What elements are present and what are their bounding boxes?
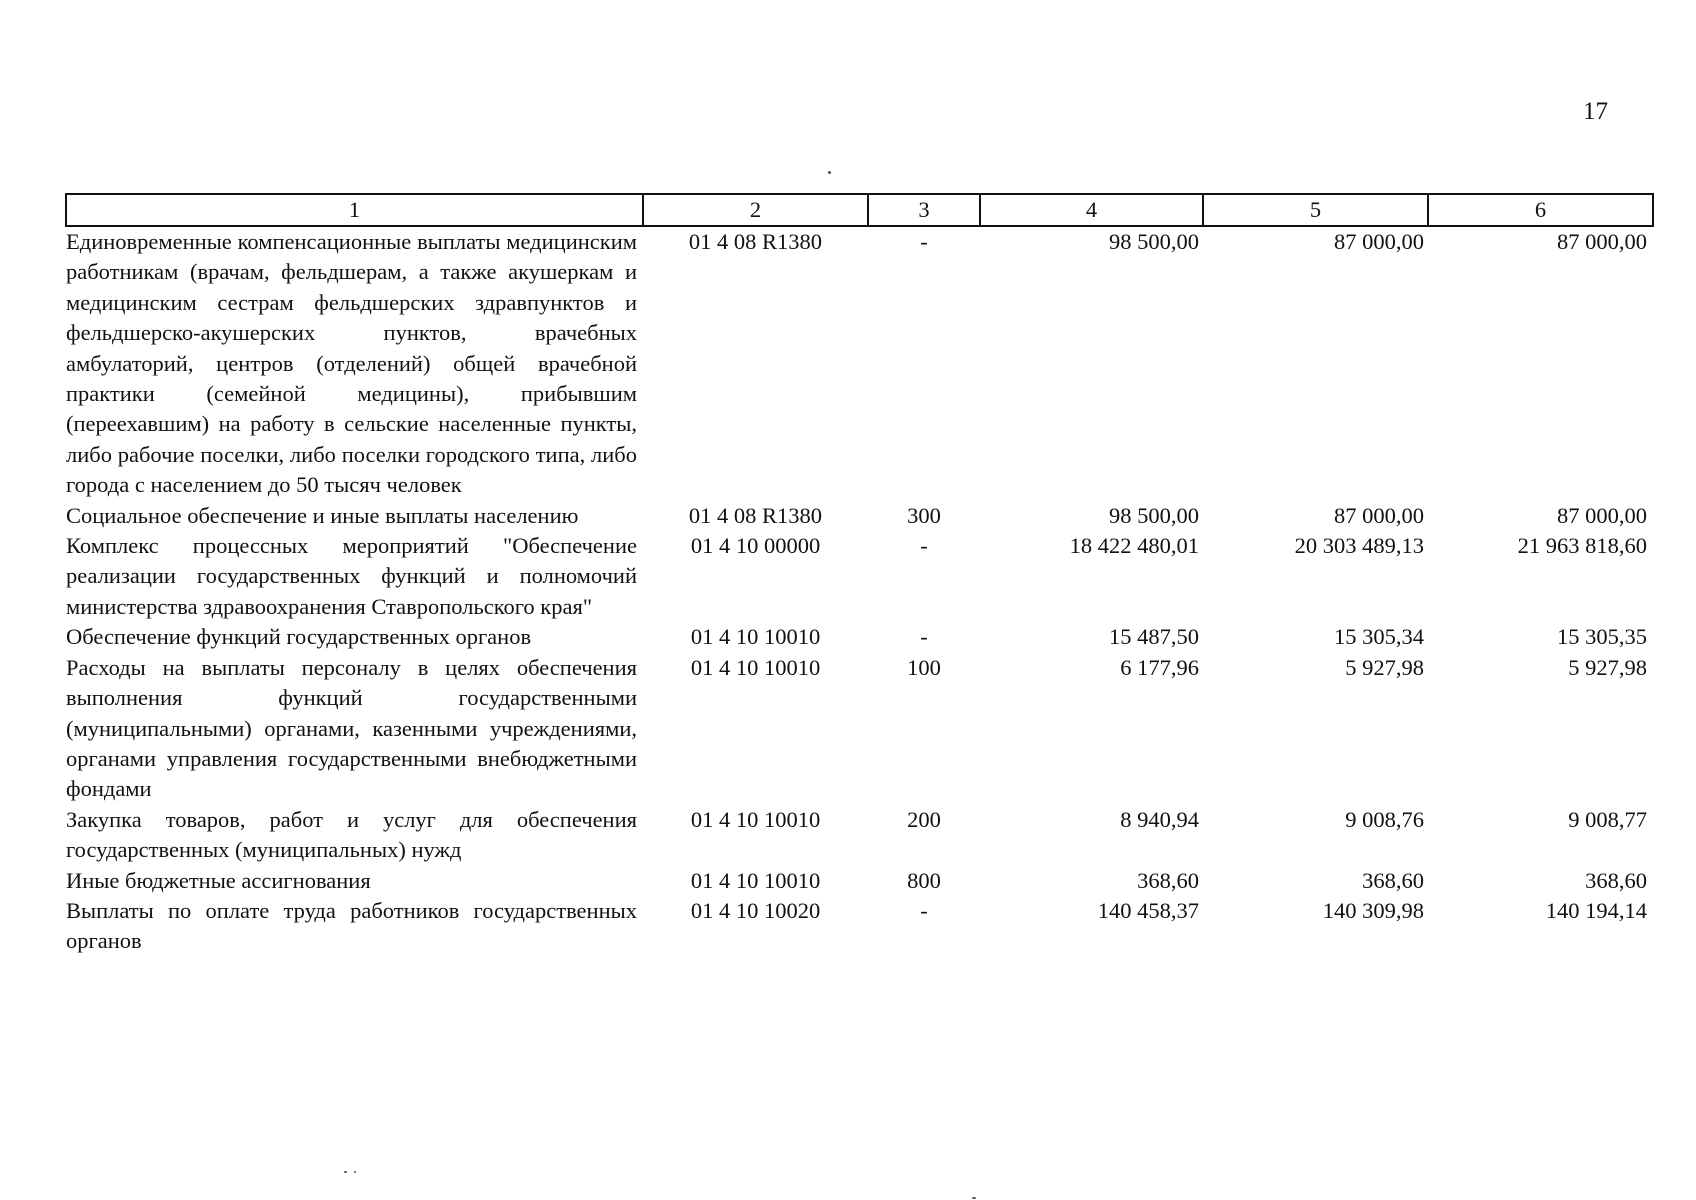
row-name: Социальное обеспечение и иные выплаты населению [66,502,579,528]
row-value-col5: 20 303 489,13 [1294,533,1424,559]
table-row [66,866,1653,896]
table-row [66,531,1653,622]
table-row [66,501,1653,531]
row-value-col5: 140 309,98 [1322,897,1424,923]
scan-speck [344,1171,347,1173]
row-value-col4: 98 500,00 [1109,502,1199,528]
header-col-5: 5 [1203,194,1428,226]
row-code: 01 4 08 R1380 [688,502,823,528]
row-value-col6: 87 000,00 [1557,229,1647,254]
row-value-col4: 98 500,00 [1109,229,1199,254]
row-name: Единовременные компенсационные выплаты медицинским работникам (врачам, фельдшерам, а также акушеркам и медицинским сестрам фельдшерских здравпунктов и фельдшерско-акушерских пунктов, врачебных амбулаторий, центров (отделений) общей врачебной практики (семейной медицины), прибывшим (переехавшим) на работу в сельские населенные пункты, либо рабочие поселки, либо поселки городского типа, либо города с населением до 50 тысяч человек [66,229,637,498]
row-type: 800 [907,867,941,893]
page-number: 17 [1583,98,1608,125]
table-row [66,226,1653,501]
header-col-6: 6 [1428,194,1653,226]
row-code: 01 4 10 10010 [690,867,821,893]
header-col-4: 4 [980,194,1203,226]
row-type: - [920,897,928,923]
row-code: 01 4 10 00000 [690,533,821,559]
row-value-col6: 87 000,00 [1557,502,1647,528]
row-value-col6: 140 194,14 [1545,897,1647,923]
row-value-col4: 6 177,96 [1120,654,1199,680]
row-type: - [920,624,928,650]
row-value-col5: 5 927,98 [1345,654,1424,680]
row-type: - [920,533,928,559]
row-value-col6: 368,60 [1585,867,1647,893]
row-code: 01 4 10 10010 [690,654,821,680]
row-value-col4: 140 458,37 [1097,897,1199,923]
row-name: Закупка товаров, работ и услуг для обеспечения государственных (муниципальных) нужд [66,806,637,863]
row-value-col4: 18 422 480,01 [1069,533,1199,559]
row-value-col6: 15 305,35 [1557,624,1647,650]
row-value-col4: 368,60 [1137,867,1199,893]
header-col-1: 1 [66,194,643,226]
row-name: Комплекс процессных мероприятий "Обеспечение реализации государственных функций и полномочий министерства здравоохранения Ставропольского края" [66,533,637,619]
row-value-col5: 9 008,76 [1345,806,1424,832]
row-code: 01 4 08 R1380 [688,229,823,254]
scan-speck [972,1197,976,1199]
table-header-row [66,194,1653,226]
table-row [66,896,1653,957]
row-code: 01 4 10 10010 [690,806,821,832]
row-value-col4: 15 487,50 [1109,624,1199,650]
row-value-col4: 8 940,94 [1120,806,1199,832]
row-value-col5: 15 305,34 [1334,624,1424,650]
row-code: 01 4 10 10020 [690,897,821,923]
row-code: 01 4 10 10010 [690,624,821,650]
table-row [66,805,1653,866]
table-row [66,653,1653,805]
row-value-col5: 368,60 [1362,867,1424,893]
row-type: 200 [907,806,941,832]
row-value-col6: 9 008,77 [1568,806,1647,832]
row-value-col6: 21 963 818,60 [1517,533,1647,559]
row-type: 300 [907,502,941,528]
row-name: Иные бюджетные ассигнования [66,867,371,893]
row-name: Выплаты по оплате труда работников государственных органов [66,897,637,954]
row-type: - [920,229,928,254]
scan-speck [354,1171,356,1173]
row-value-col5: 87 000,00 [1334,502,1424,528]
header-col-2: 2 [643,194,868,226]
row-name: Расходы на выплаты персоналу в целях обеспечения выполнения функций государственными (муниципальными) органами, казенными учреждениями, органами управления государственными внебюджетными фондами [66,654,637,802]
scan-speck [828,171,831,174]
table-row [66,622,1653,652]
row-value-col5: 87 000,00 [1334,229,1424,254]
budget-table [65,193,1654,957]
row-type: 100 [907,654,941,680]
row-value-col6: 5 927,98 [1568,654,1647,680]
header-col-3: 3 [868,194,980,226]
row-name: Обеспечение функций государственных органов [66,624,532,650]
